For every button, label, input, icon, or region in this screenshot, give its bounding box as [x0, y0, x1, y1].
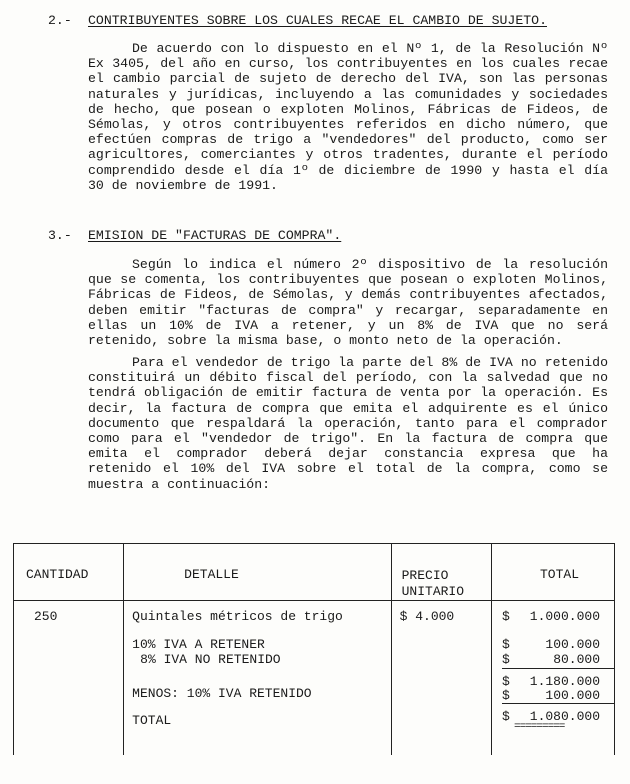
total-double-rule: =========: [514, 721, 565, 733]
vat-not-retained-amount: $ 80.000: [502, 652, 600, 667]
vat-not-retained-label: 8% IVA NO RETENIDO: [140, 652, 281, 667]
section-2-paragraph: De acuerdo con lo dispuesto en el Nº 1, de la Resolución Nº Ex 3405, del año en curso, los contribuyentes en los cuales recae el cambio parcial de sujeto de derecho del IVA, son las personas naturales y jurídicas, incluyendo a las comunidades y sociedades de hecho, que posean o exploten Molinos, Fábricas de Fideos, de Sémolas, y otros contribuyentes referidos en dicho número, que efectúen compras de trigo a "vendedores" del producto, como ser agricultores, comerciantes y otros tradentes, durante el período comprendido desde el día 1º de diciembre de 1990 y hasta el día 30 de noviembre de 1991.: [88, 41, 608, 193]
header-total: TOTAL: [492, 544, 615, 601]
header-unit-price: PRECIO UNITARIO: [391, 544, 491, 601]
subtotal-amount: $ 1.180.000: [502, 674, 600, 689]
section-3-title: EMISION DE "FACTURAS DE COMPRA".: [88, 228, 342, 243]
section-3-number: 3.-: [48, 228, 72, 243]
total-rule: [502, 703, 614, 704]
quantity-cell: [14, 601, 124, 756]
header-quantity: CANTIDAD: [14, 544, 124, 601]
vat-retained-amount: $ 100.000: [502, 637, 600, 652]
invoice-header-row: [14, 544, 615, 601]
item-description: Quintales métricos de trigo: [132, 609, 343, 624]
header-detail: DETALLE: [124, 544, 391, 601]
total-cell: [492, 601, 615, 756]
item-total-amount: $ 1.000.000: [502, 609, 600, 624]
vat-retained-label: 10% IVA A RETENER: [132, 637, 265, 652]
quantity-value: 250: [34, 609, 58, 624]
unit-price-value: $ 4.000: [399, 609, 455, 624]
detail-cell: [124, 601, 391, 756]
invoice-body-row: [14, 601, 615, 756]
total-amount: $ 1.080.000: [502, 709, 600, 724]
section-3-paragraph-2: Para el vendedor de trigo la parte del 8% de IVA no retenido constituirá un débito fiscal del período, con la salvedad que no tendrá obligación de emitir factura de venta por la operación. Es decir, la factura de compra que emita el adquirente es el único documento que respaldará la operación, tanto para el comprador como para el "vendedor de trigo". En la factura de compra que emita el comprador deberá dejar constancia expresa que ha retenido el 10% del IVA sobre el total de la compra, como se muestra a continuación:: [88, 355, 608, 492]
section-2-number: 2.-: [48, 13, 72, 28]
subtotal-rule: [502, 668, 614, 669]
unit-price-cell: [391, 601, 491, 756]
purchase-invoice-table: [13, 543, 615, 755]
section-3-paragraph-1: Según lo indica el número 2º dispositivo de la resolución que se comenta, los contribuyentes que posean o exploten Molinos, Fábricas de Fideos, de Sémolas, y demás contribuyentes afectados, deben emitir "facturas de compra" y recargar, separadamente en ellas un 10% de IVA a retener, y un 8% de IVA que no será retenido, sobre la misma base, o monto neto de la operación.: [88, 257, 608, 349]
total-label: TOTAL: [132, 713, 172, 728]
section-2-title: CONTRIBUYENTES SOBRE LOS CUALES RECAE EL CAMBIO DE SUJETO.: [88, 13, 547, 28]
less-vat-retained-label: MENOS: 10% IVA RETENIDO: [132, 686, 312, 701]
less-vat-retained-amount: $ 100.000: [502, 688, 600, 703]
